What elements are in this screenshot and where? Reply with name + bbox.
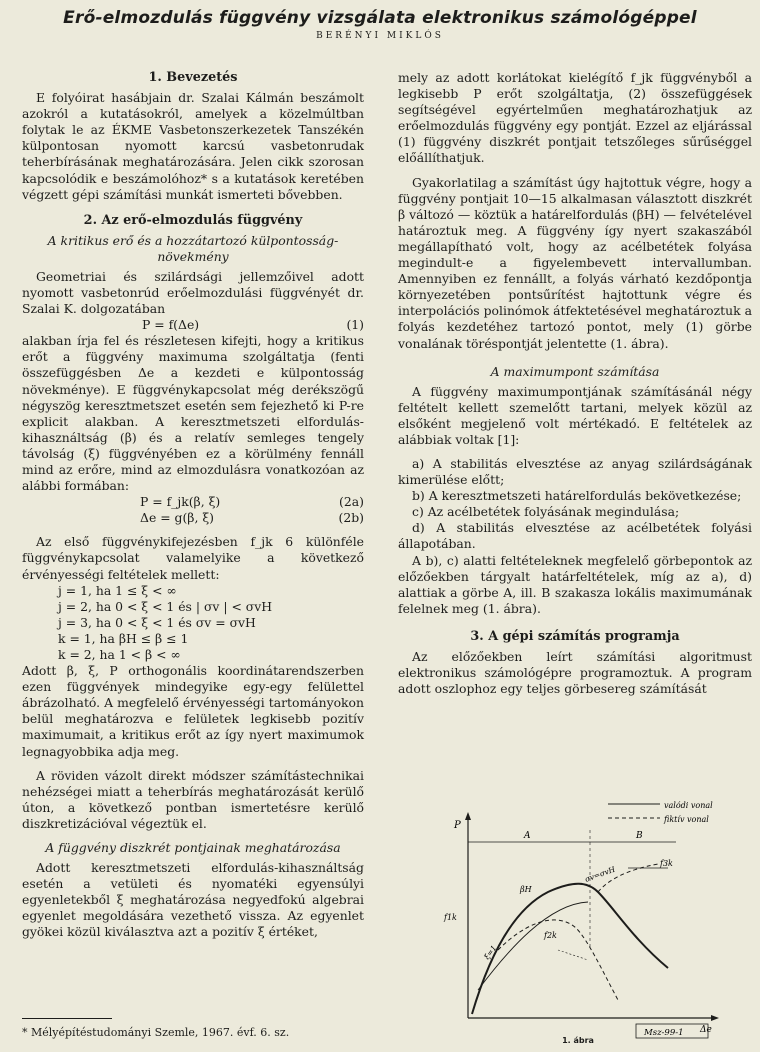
equation-body: Δe = g(β, ξ): [140, 510, 215, 526]
paragraph: A függvény maximumpontjának számításánál négy feltételt kellett szemelőtt tartani, melyek közül az elsőként megjelenő volt mértékadó. E feltételek az alábbiak voltak [1]:: [398, 383, 752, 447]
footnote: * Mélyépítéstudományi Szemle, 1967. évf. 6. sz.: [22, 1026, 290, 1039]
main-curve: [472, 884, 668, 1014]
equation-number: (2b): [338, 510, 364, 526]
list-item: d) A stabilitás elvesztése az acélbetétek folyási állapotában.: [398, 520, 752, 552]
subsection-heading-maximum: A maximumpont számítása: [490, 363, 660, 379]
figure-caption: 1. ábra: [562, 1036, 594, 1045]
left-column: [22, 70, 364, 941]
xi-curve: [478, 902, 588, 990]
x-axis-arrow: [711, 1015, 719, 1021]
list-item: a) A stabilitás elvesztése az anyag szilárdságának kimerülése előtt;: [398, 455, 752, 488]
sigma-label: σv=σvH: [583, 864, 617, 884]
paragraph: Gyakorlatilag a számítást úgy hajtottuk végre, hogy a függvény pontjait 10—15 alkalmasan választott diszkrét β változó — köztük a határelfordulás (βH) — felvételével határoztuk meg. A függvény így nyert szakaszából megállapítható volt, hogy az acélbetétek folyása megindult-e a figyelembevett intervallumban. Amennyiben ez fennállt, a folyás várható kezdőpontja környezetében pontsűrítést hajtottunk végre és interpolációs polinómok átfektetésével meghatároztuk a folyás kezdetéhez tartozó pontot, mely (1) görbe vonalának töréspontját jelentette (1. ábra).: [398, 174, 752, 351]
subsection-heading-discrete: A függvény diszkrét pontjainak meghatározása: [45, 840, 341, 856]
paragraph: Geometriai és szilárdsági jellemzőivel adott nyomott vasbetonrúd erőelmozdulási függvényét dr. Szalai K. dolgozatában: [22, 268, 364, 317]
paragraph: Adott keresztmetszeti elfordulás-kihasználtság esetén a vetületi és nyomatéki egyensúlyi egyenletekből ξ meghatározása negyedfokú algebrai egyenlet megoldására vezethető vissza. Az egyenlet gyökei közül kiválasztva azt a pozitív ξ értéket,: [22, 860, 364, 940]
paragraph: A b), c) alatti feltételeknek megfelelő görbepontok az előzőekben tárgyalt határfeltételek, míg az a), d) alattiak a görbe A, ill. B szakasza lokális maximumának felelnek meg (1. ábra).: [398, 552, 752, 616]
equation-number: (2a): [339, 494, 364, 510]
figure-1: [438, 800, 728, 1052]
y-axis-arrow: [465, 812, 471, 820]
condition-list: [22, 583, 364, 663]
article-title: Erő-elmozdulás függvény vizsgálata elektronikus számológéppel: [63, 8, 697, 28]
y-axis-label: P: [454, 820, 461, 831]
list-item: c) Az acélbetétek folyásának megindulása;: [412, 504, 680, 520]
paragraph: alakban írja fel és részletesen kifejti, hogy a kritikus erőt a függvény maximuma szolgáltatja (fenti összefüggésben Δe a kezdeti e külpontosság növekménye). E függvénykapcsolat még derékszögű négyszög keresztmetszet esetén sem fejezhető ki P-re explicit alakban. A keresztmetszeti elfordulás-kihasználtság (β) és a relatív semleges tengely távolság (ξ) függvényében ez a körülmény fennáll mind az erőre, mind az elmozdulásra vonatkozóan az alábbi formában:: [22, 333, 364, 494]
condition-item: j = 1, ha 1 ≤ ξ < ∞: [58, 582, 177, 598]
paragraph: A röviden vázolt direkt módszer számítástechnikai nehézségei miatt a teherbírás meghatározását kerülő úton, a következő pontban ismertetésre kerülő diszkretizációval végeztük el.: [22, 767, 364, 831]
section-heading-intro: 1. Bevezetés: [148, 70, 238, 85]
fict-curve-lower: [498, 920, 618, 1000]
f2k-label: f2k: [544, 931, 557, 940]
section-heading-program: 3. A gépi számítás programja: [470, 628, 680, 644]
equation-body: P = f(Δe): [142, 317, 200, 333]
condition-item: k = 2, ha 1 < β < ∞: [58, 647, 181, 662]
f1k-label: f1k: [444, 913, 457, 922]
paragraph: Adott β, ξ, P orthogonális koordinátarendszerben ezen függvények mindegyike egy-egy felülettel ábrázolható. A megfelelő érvényességi tartományokon belül meghatározva e felületek legkisebb pozitív maximumait, a kritikus erőt az így nyert maximumok legnagyobbika adja meg.: [22, 663, 364, 759]
x-axis-label: Δe: [700, 1025, 712, 1035]
legend-fict-label: fiktív vonal: [664, 815, 709, 824]
range-b-label: B: [636, 831, 643, 841]
equation-body: P = f_jk(β, ξ): [140, 494, 221, 510]
paragraph: Az előzőekben leírt számítási algoritmust elektronikus számológépre programoztuk. A program adott oszlophoz egy teljes görbesereg számítását: [398, 649, 752, 697]
equation-2b: [22, 510, 364, 526]
right-column: [398, 70, 752, 697]
paragraph: mely az adott korlátokat kielégítő f_jk függvényből a legkisebb P erőt szolgáltatja, (2) összefüggések segítségével egyértelműen meghatározhatjuk az erőelmozdulás függvény egy pontját. Ezzel az eljárással (1) függvény diszkrét pontjait tetszőleges sűrűséggel előállíthatjuk.: [398, 70, 752, 166]
paragraph: Az első függvénykifejezésben f_jk 6 különféle függvénykapcsolat valamelyike a következő érvényességi feltételek mellett:: [22, 534, 364, 582]
beta-h-label: βH: [520, 885, 532, 894]
paragraph: E folyóirat hasábjain dr. Szalai Kálmán beszámolt azokról a kutatásokról, amelyek a közelmúltban folytak le az ÉKME Vasbetonszerkezetek Tanszékén külpontosan nyomott karcsú vasbetonrudak teherbírásának meghatározására. Jelen cikk szorosan kapcsolódik e beszámolóhoz* s a kutatások keretében végzett gépi számítási munkát ismerteti bővebben.: [22, 90, 364, 202]
range-a-label: A: [524, 831, 531, 841]
equation-1: [22, 317, 364, 333]
legend-real-label: valódi vonal: [664, 801, 713, 810]
footnote-rule: [22, 1018, 112, 1019]
section-heading-function: 2. Az erő-elmozdulás függvény: [83, 212, 303, 228]
condition-item: j = 2, ha 0 < ξ < 1 és | σv | < σvH: [58, 598, 273, 614]
equation-number: (1): [346, 317, 364, 333]
force-displacement-diagram: [438, 800, 728, 1052]
author-name: BERÉNYI MIKLÓS: [316, 31, 444, 41]
equation-2a: [22, 494, 364, 510]
stamp-text: Msz-99-1: [644, 1028, 684, 1038]
condition-item: j = 3, ha 0 < ξ < 1 és σv = σvH: [58, 614, 256, 630]
list-item: b) A keresztmetszeti határelfordulás bekövetkezése;: [412, 488, 742, 504]
condition-item: k = 1, ha βH ≤ β ≤ 1: [58, 630, 189, 646]
subsection-heading-critical: A kritikus erő és a hozzátartozó külpontosság-növekmény: [47, 232, 339, 264]
xi-label: ξ=1: [482, 943, 499, 962]
f2k-line: [558, 950, 588, 960]
f3k-label: f3k: [660, 859, 673, 868]
